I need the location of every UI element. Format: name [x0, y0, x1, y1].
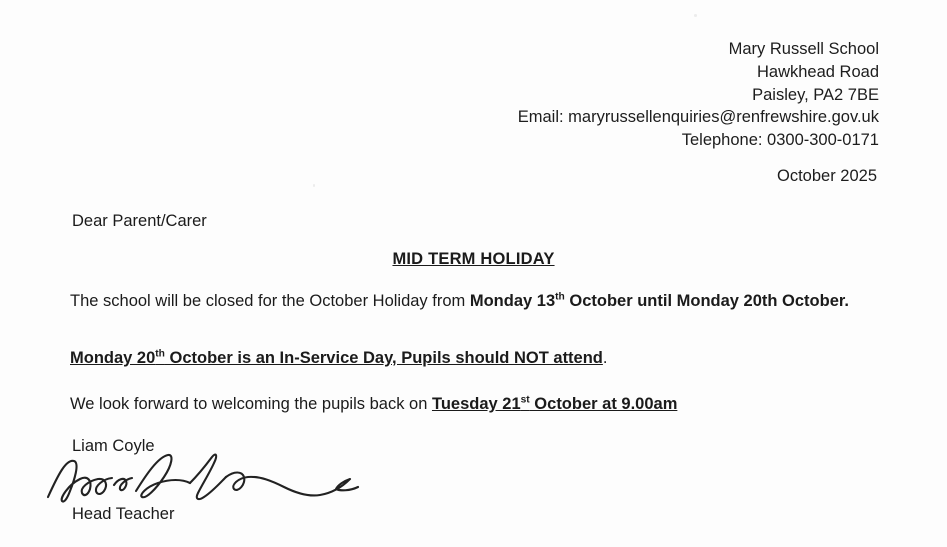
letterhead-block	[518, 38, 879, 152]
paragraph-3-lead: We look forward to welcoming the pupils back on	[70, 395, 432, 413]
scan-artifact	[694, 14, 697, 17]
paragraph-3-bold-end: October at 9.00am	[529, 395, 678, 413]
signer-job-title: Head Teacher	[72, 505, 175, 523]
salutation: Dear Parent/Carer	[72, 212, 207, 230]
signer-name: Liam Coyle	[72, 437, 155, 455]
paragraph-1-bold-end: October until Monday 20th October.	[564, 292, 849, 310]
school-city-postcode: Paisley, PA2 7BE	[752, 85, 879, 104]
letter-title	[0, 250, 947, 269]
paragraph-closure-dates	[70, 289, 870, 315]
paragraph-1-ordinal-suffix: th	[555, 291, 565, 303]
paragraph-1-bold-start: Monday 13	[469, 292, 556, 310]
letter-date: October 2025	[777, 167, 877, 185]
paragraph-inservice-day	[70, 346, 870, 372]
letter-title-text: MID TERM HOLIDAY	[392, 250, 555, 268]
paragraph-2-bold-end: October is an In-Service Day, Pupils should NOT attend	[164, 349, 603, 367]
paragraph-1-lead: The school will be closed for the October Holiday from	[70, 292, 470, 310]
scan-artifact	[313, 184, 315, 187]
school-email: Email: maryrussellenquiries@renfrewshire.gov.uk	[517, 108, 879, 127]
paragraph-2-ordinal-suffix: th	[155, 348, 165, 360]
school-address-line: Hawkhead Road	[757, 62, 879, 81]
paragraph-2-bold-start: Monday 20	[70, 349, 156, 367]
paragraph-2-tail: .	[602, 349, 608, 367]
school-name: Mary Russell School	[728, 40, 879, 58]
paragraph-3-bold-start: Tuesday 21	[431, 395, 521, 413]
school-telephone: Telephone: 0300-300-0171	[681, 131, 879, 150]
paragraph-3-ordinal-suffix: st	[520, 394, 530, 406]
paragraph-return-date	[70, 392, 870, 418]
